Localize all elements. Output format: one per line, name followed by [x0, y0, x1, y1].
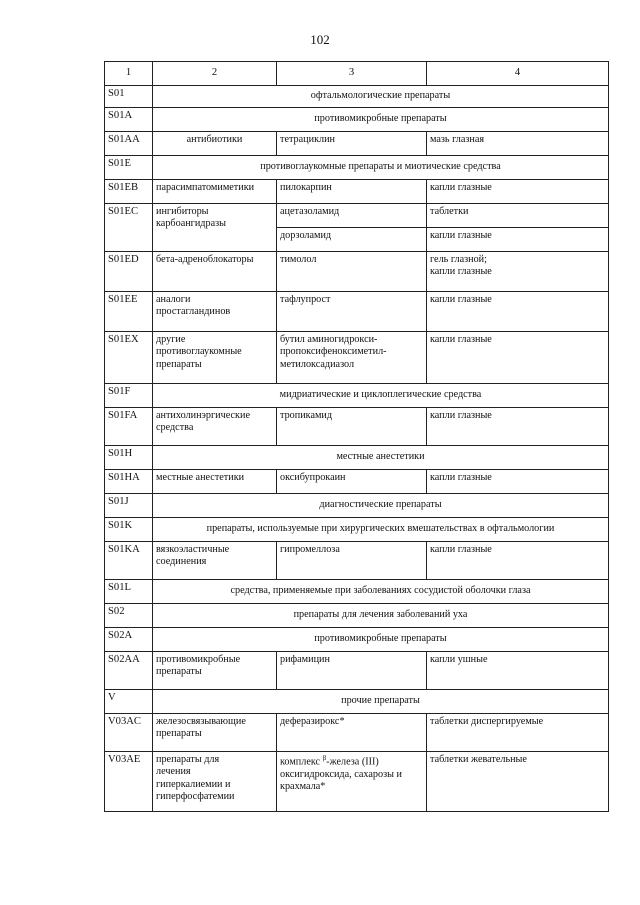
dosage-form: капли ушные	[427, 652, 609, 690]
section-row	[105, 156, 609, 180]
section-title: мидриатические и циклоплегические средства	[153, 384, 609, 408]
atc-code: S01FA	[105, 408, 153, 446]
section-row	[105, 494, 609, 518]
atc-code: S02AA	[105, 652, 153, 690]
drug-name-part: комплекс	[280, 756, 323, 768]
atc-code: V03AE	[105, 752, 153, 812]
section-row	[105, 446, 609, 470]
atc-code: S01EB	[105, 180, 153, 204]
dosage-form: капли глазные	[427, 470, 609, 494]
table-row	[105, 332, 609, 384]
dosage-form: капли глазные	[427, 180, 609, 204]
section-title: противомикробные препараты	[153, 628, 609, 652]
header-col-4: 4	[427, 62, 609, 86]
drug-name: гипромеллоза	[277, 542, 427, 580]
drug-name: оксибупрокаин	[277, 470, 427, 494]
section-title: средства, применяемые при заболеваниях сосудистой оболочки глаза	[153, 580, 609, 604]
drug-name: деферазирокс*	[277, 714, 427, 752]
pharmacological-group: противомикробные препараты	[153, 652, 277, 690]
table-row	[105, 252, 609, 292]
section-row	[105, 628, 609, 652]
pharmacological-group: местные анестетики	[153, 470, 277, 494]
atc-code: S02	[105, 604, 153, 628]
table-row	[105, 292, 609, 332]
atc-code: S01L	[105, 580, 153, 604]
drug-name-part: -железа (III) оксигидроксида, сахарозы и крахмала*	[280, 756, 402, 793]
atc-drug-table	[104, 61, 609, 812]
section-title: офтальмологические препараты	[153, 86, 609, 108]
table-row	[105, 752, 609, 812]
dosage-form: гель глазной; капли глазные	[427, 252, 609, 292]
atc-code: S01EC	[105, 204, 153, 252]
dosage-form: таблетки	[427, 204, 609, 228]
section-row	[105, 518, 609, 542]
section-row	[105, 604, 609, 628]
pharmacological-group: ингибиторы карбоангидразы	[153, 204, 277, 252]
dosage-form: капли глазные	[427, 228, 609, 252]
header-col-1: 1	[105, 62, 153, 86]
atc-code: S01H	[105, 446, 153, 470]
pharmacological-group: препараты для лечения гиперкалиемии и гиперфосфатемии	[153, 752, 277, 812]
section-row	[105, 384, 609, 408]
dosage-form: капли глазные	[427, 292, 609, 332]
atc-code: S01K	[105, 518, 153, 542]
atc-code: S01AA	[105, 132, 153, 156]
atc-code: S01	[105, 86, 153, 108]
dosage-form: таблетки диспергируемые	[427, 714, 609, 752]
atc-code: S01KA	[105, 542, 153, 580]
pharmacological-group: антибиотики	[153, 132, 277, 156]
table-row	[105, 204, 609, 228]
header-col-2: 2	[153, 62, 277, 86]
dosage-form: капли глазные	[427, 542, 609, 580]
section-title: прочие препараты	[153, 690, 609, 714]
drug-name: ацетазоламид	[277, 204, 427, 228]
atc-code: S01EX	[105, 332, 153, 384]
section-title: местные анестетики	[153, 446, 609, 470]
pharmacological-group: другие противоглаукомные препараты	[153, 332, 277, 384]
pharmacological-group: бета-адреноблокаторы	[153, 252, 277, 292]
dosage-form: капли глазные	[427, 408, 609, 446]
pharmacological-group: парасимпатомиметики	[153, 180, 277, 204]
table-header-row	[105, 62, 609, 86]
pharmacological-group: антихолинэргические средства	[153, 408, 277, 446]
page-number: 102	[310, 32, 330, 47]
header-col-3: 3	[277, 62, 427, 86]
atc-code: S02A	[105, 628, 153, 652]
drug-name: тафлупрост	[277, 292, 427, 332]
section-title: препараты для лечения заболеваний уха	[153, 604, 609, 628]
section-row	[105, 690, 609, 714]
dosage-form: мазь глазная	[427, 132, 609, 156]
section-title: противоглаукомные препараты и миотические средства	[153, 156, 609, 180]
atc-code: S01E	[105, 156, 153, 180]
dosage-form: капли глазные	[427, 332, 609, 384]
section-title: противомикробные препараты	[153, 108, 609, 132]
drug-name: бутил аминогидрокси- пропоксифеноксиметил- метилоксадиазол	[277, 332, 427, 384]
table-row	[105, 408, 609, 446]
section-title: диагностические препараты	[153, 494, 609, 518]
pharmacological-group: вязкоэластичные соединения	[153, 542, 277, 580]
atc-code: V	[105, 690, 153, 714]
drug-name: тропикамид	[277, 408, 427, 446]
drug-name	[277, 752, 427, 812]
atc-code: S01EE	[105, 292, 153, 332]
drug-name: пилокарпин	[277, 180, 427, 204]
table-row	[105, 652, 609, 690]
dosage-form: таблетки жевательные	[427, 752, 609, 812]
pharmacological-group: аналоги простагландинов	[153, 292, 277, 332]
beta-symbol: β	[322, 754, 327, 762]
drug-name: тимолол	[277, 252, 427, 292]
section-row	[105, 580, 609, 604]
table-row	[105, 714, 609, 752]
table-row	[105, 132, 609, 156]
table-row	[105, 180, 609, 204]
atc-code: S01A	[105, 108, 153, 132]
pharmacological-group: железосвязывающие препараты	[153, 714, 277, 752]
atc-code: V03AC	[105, 714, 153, 752]
section-row	[105, 86, 609, 108]
table-row	[105, 542, 609, 580]
drug-name: дорзоламид	[277, 228, 427, 252]
section-title: препараты, используемые при хирургических вмешательствах в офтальмологии	[153, 518, 609, 542]
drug-name: рифамицин	[277, 652, 427, 690]
table-row	[105, 470, 609, 494]
drug-name: тетрациклин	[277, 132, 427, 156]
section-row	[105, 108, 609, 132]
atc-code: S01HA	[105, 470, 153, 494]
atc-code: S01F	[105, 384, 153, 408]
atc-code: S01ED	[105, 252, 153, 292]
atc-code: S01J	[105, 494, 153, 518]
